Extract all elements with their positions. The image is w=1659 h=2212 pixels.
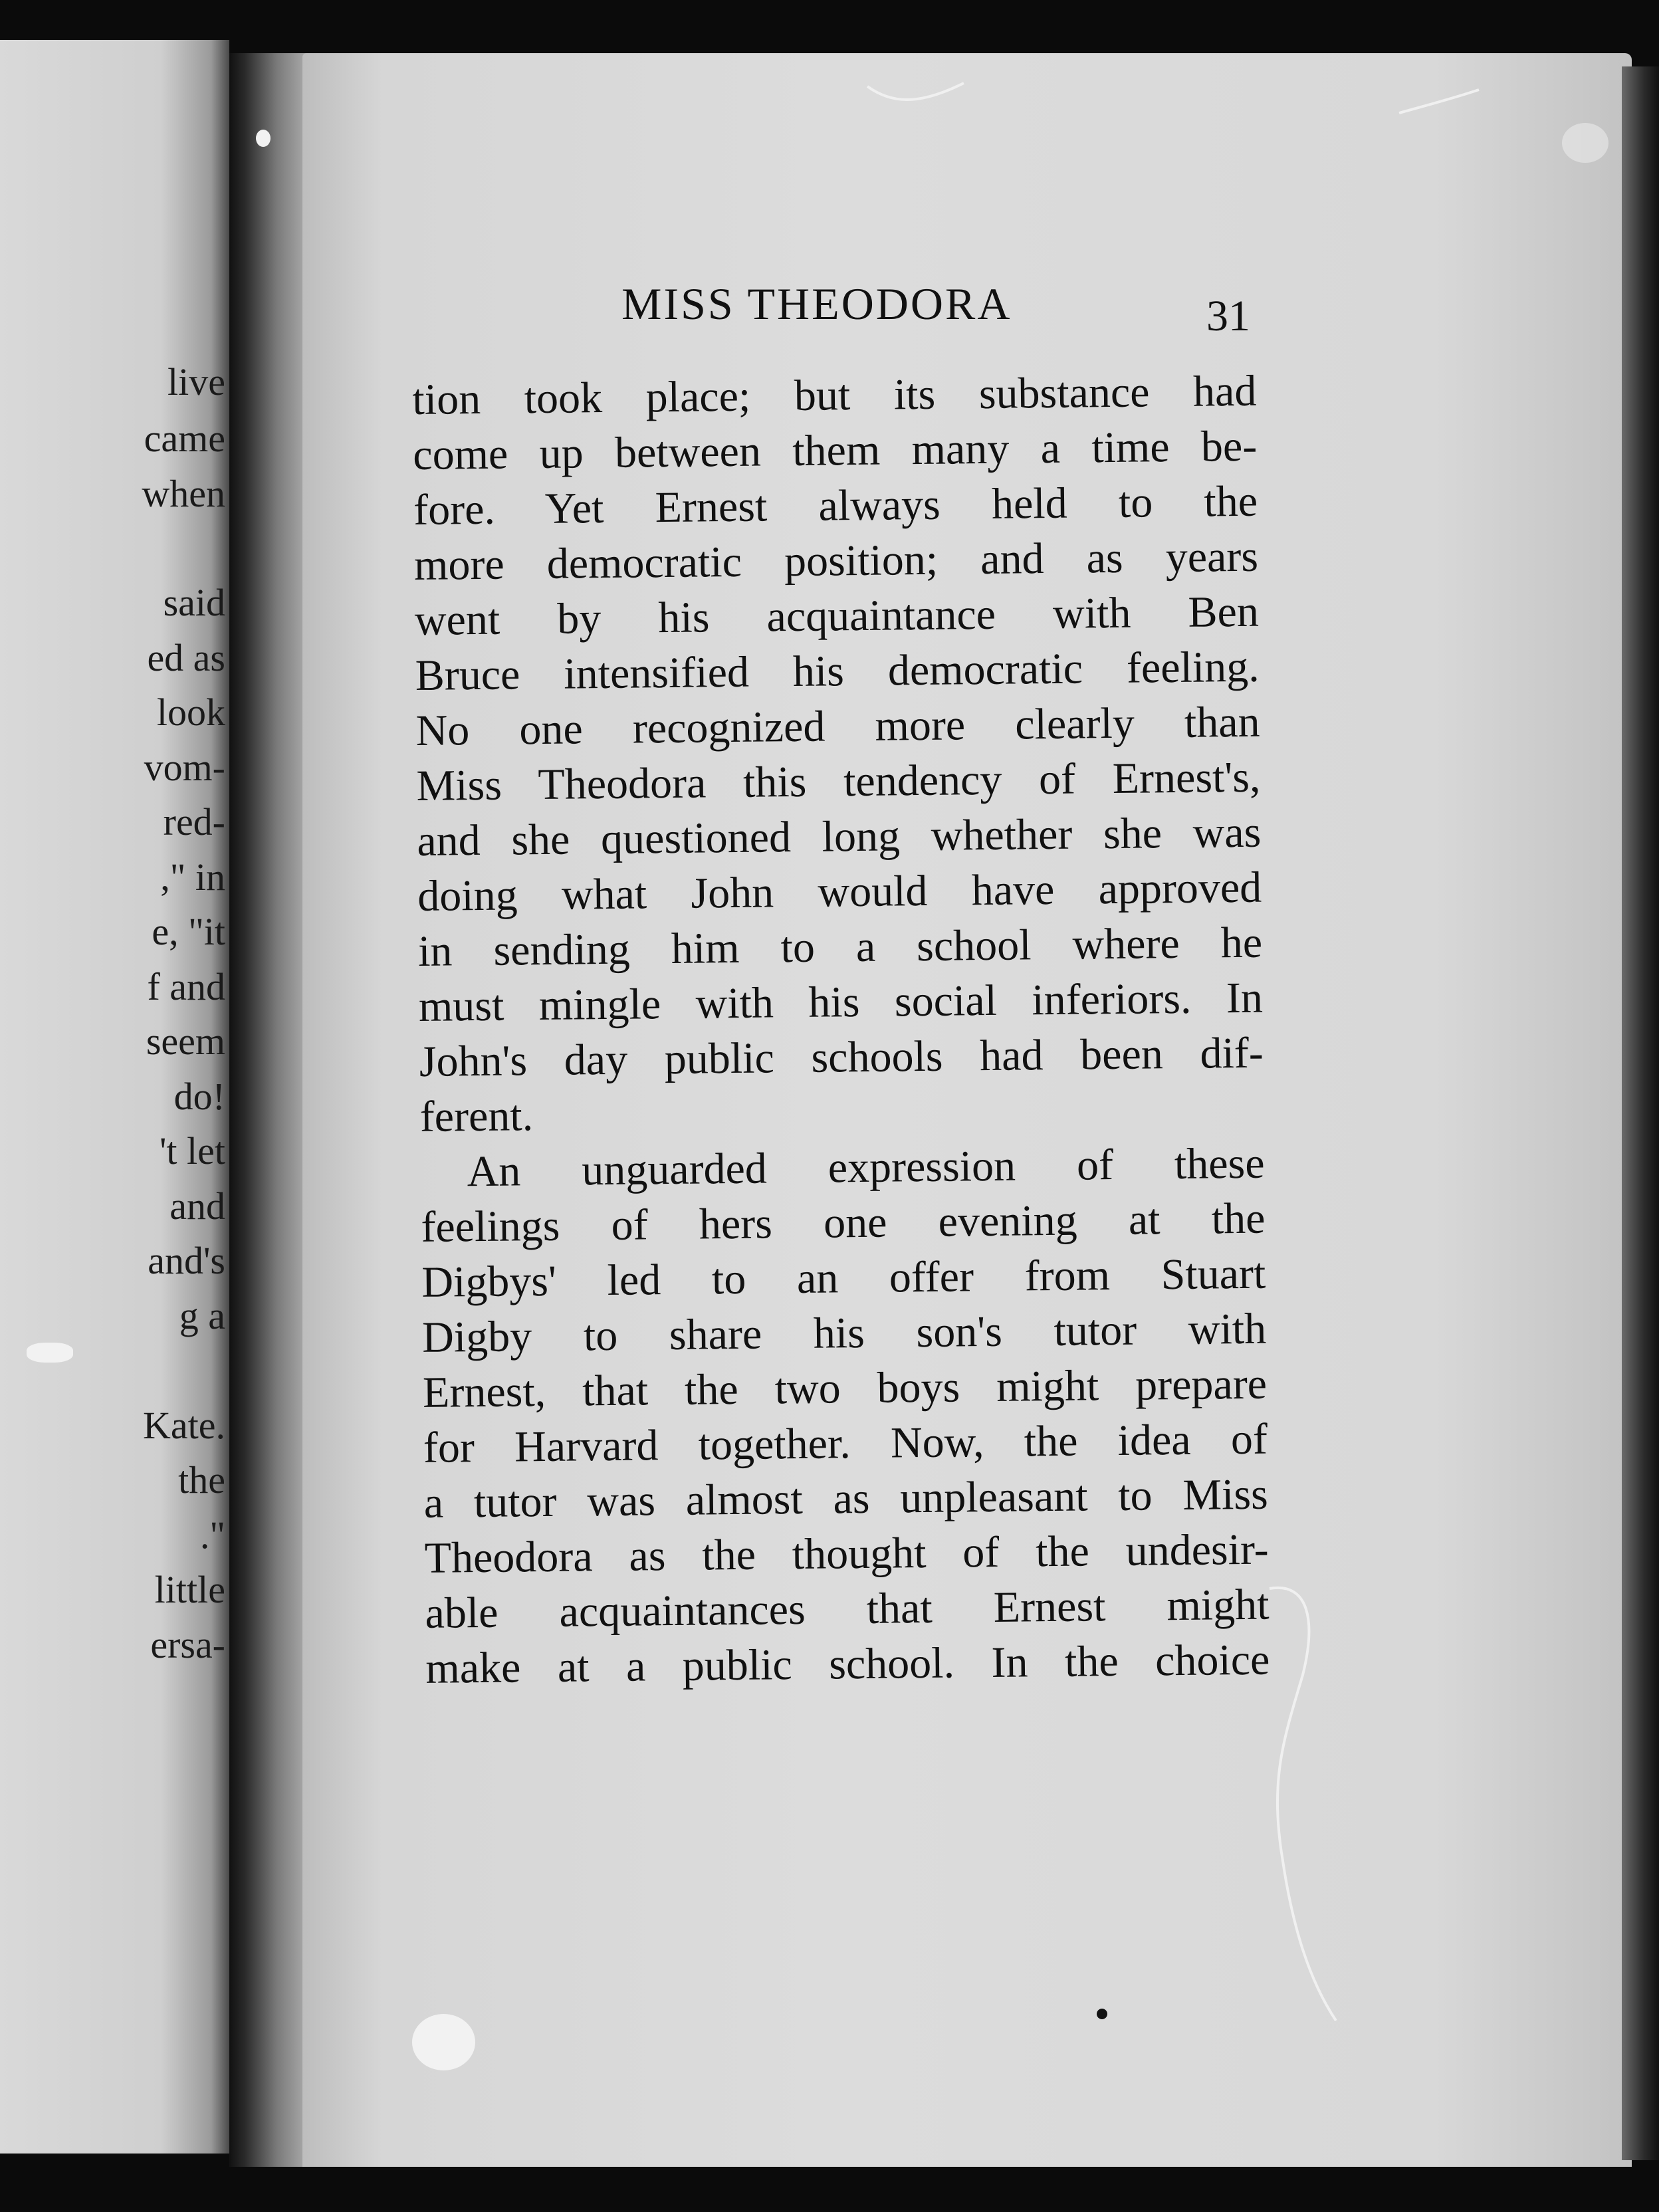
text-line: feelings of hers one evening at the bbox=[421, 1194, 1266, 1252]
left-page bbox=[0, 40, 229, 2154]
left-page-line: g a bbox=[179, 1294, 225, 1337]
text-line: John's day public schools had been dif- bbox=[419, 1028, 1264, 1086]
left-page-line: ersa- bbox=[150, 1623, 225, 1666]
scan-speck bbox=[27, 1343, 73, 1363]
scan-scratch bbox=[1256, 1582, 1349, 2027]
page-edge bbox=[1622, 66, 1659, 2160]
text-line: doing what John would have approved bbox=[417, 863, 1262, 921]
left-page-line: 't let bbox=[159, 1129, 225, 1172]
text-line: Miss Theodora this tendency of Ernest's, bbox=[416, 752, 1261, 810]
text-line: ferent. bbox=[419, 1091, 534, 1141]
left-page-line: the bbox=[178, 1458, 225, 1501]
left-page-line: said bbox=[163, 581, 225, 624]
scan-speck bbox=[1097, 2009, 1107, 2019]
left-page-line: f and bbox=[147, 965, 225, 1008]
text-line: more democratic position; and as years bbox=[413, 532, 1259, 590]
text-line: a tutor was almost as unpleasant to Miss bbox=[423, 1470, 1269, 1527]
text-line: make at a public school. In the choice bbox=[425, 1635, 1270, 1693]
left-page-line: when bbox=[142, 472, 225, 515]
text-line: Ernest, that the two boys might prepare bbox=[422, 1359, 1268, 1417]
left-page-line: live bbox=[167, 360, 225, 403]
left-page-line: ," in bbox=[160, 855, 225, 899]
text-line: fore. Yet Ernest always held to the bbox=[413, 477, 1258, 534]
left-page-line: red- bbox=[163, 800, 225, 843]
scan-scratch bbox=[864, 73, 970, 113]
left-page-line: Kate. bbox=[143, 1404, 225, 1447]
text-line: tion took place; but its substance had bbox=[412, 366, 1257, 424]
left-page-line: do! bbox=[173, 1075, 225, 1118]
text-line: went by his acquaintance with Ben bbox=[414, 587, 1260, 645]
scan-scratch bbox=[1396, 86, 1482, 120]
left-page-line: ." bbox=[199, 1513, 225, 1557]
text-line: able acquaintances that Ernest might bbox=[425, 1580, 1270, 1638]
running-head: MISS THEODORA bbox=[621, 278, 1012, 329]
text-line: Bruce intensified his democratic feeling. bbox=[415, 642, 1260, 700]
scan-speck bbox=[256, 130, 271, 147]
left-page-line: and bbox=[169, 1184, 225, 1228]
text-line: come up between them many a time be- bbox=[412, 421, 1258, 479]
left-page-line: ed as bbox=[147, 636, 225, 679]
text-line: An unguarded expression of these bbox=[467, 1139, 1265, 1196]
left-page-line: look bbox=[156, 691, 225, 734]
scan-speck bbox=[412, 2014, 475, 2070]
left-page-line: little bbox=[154, 1568, 225, 1611]
text-line: for Harvard together. Now, the idea of bbox=[423, 1414, 1268, 1472]
left-page-line: seem bbox=[146, 1020, 225, 1063]
text-line: must mingle with his social inferiors. In bbox=[418, 973, 1264, 1031]
text-line: and she questioned long whether she was bbox=[417, 808, 1262, 865]
scan-speck bbox=[1562, 123, 1608, 163]
left-page-line: came bbox=[144, 417, 225, 460]
body-text bbox=[412, 364, 1270, 1696]
page-number: 31 bbox=[1206, 292, 1250, 340]
text-line: Digby to share his son's tutor with bbox=[421, 1304, 1267, 1362]
left-page-line: and's bbox=[148, 1239, 225, 1282]
left-page-line: vom- bbox=[144, 746, 225, 789]
text-line: in sending him to a school where he bbox=[417, 918, 1263, 976]
text-line: Digbys' led to an offer from Stuart bbox=[421, 1249, 1266, 1307]
text-line: No one recognized more clearly than bbox=[415, 697, 1260, 755]
left-page-line: e, "it bbox=[152, 910, 225, 953]
text-line: Theodora as the thought of the undesir- bbox=[424, 1525, 1269, 1583]
